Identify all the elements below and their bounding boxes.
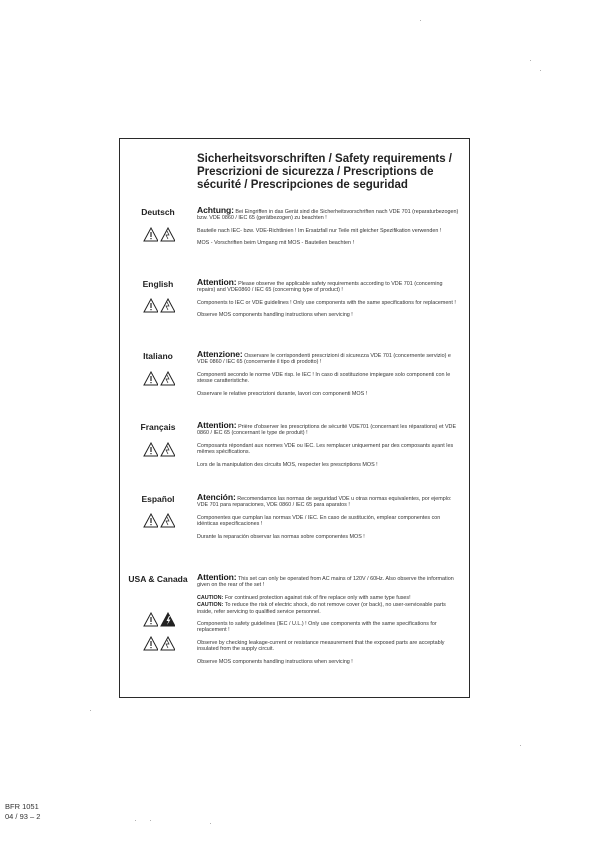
icon-group-italiano <box>143 371 175 386</box>
doc-number: BFR 1051 <box>5 802 39 811</box>
para-espanol-2: Componentes que cumplan las normas VDE / IEC. En caso de sustitución, emplear componentes con idénticas especificaciones ! <box>197 514 441 528</box>
para-francais-3: Lors de la manipulation des circuits MOS, respecter les prescriptions MOS ! <box>197 461 378 468</box>
caution-text-1: For continued protection against risk of fire replace only with same type fuses! <box>224 594 411 601</box>
lead-text-english: Please observe the applicable safety requirements according to VDE 701 (concerning repairs) and VDE0860 / IEC 65 (concerning type of product) ! <box>197 281 443 294</box>
doc-date: 04 / 93 – 2 <box>5 812 41 821</box>
mos-esd-warning-icon <box>160 298 175 313</box>
lang-label-espanol: Español <box>141 494 175 504</box>
warning-triangle-icon <box>143 636 158 651</box>
icon-group-deutsch <box>143 227 175 242</box>
para-espanol-3: Durante la reparación observar las normas sobre componentes MOS ! <box>197 533 365 540</box>
caution-label-1: CAUTION: <box>197 594 224 601</box>
lead-text-deutsch: Bei Eingriffen in das Gerät sind die Sicherheitsvorschriften nach VDE 701 (reparaturbezogen) bzw. VDE 0860 / IEC 65 (gerätbezogen) zu beachten ! <box>197 209 459 222</box>
warning-triangle-icon <box>143 612 158 627</box>
warning-triangle-icon <box>143 298 158 313</box>
mos-esd-warning-icon <box>160 227 175 242</box>
para-usa-4: Observe MOS components handling instructions when servicing ! <box>197 658 353 665</box>
lead-usa: Attention: <box>197 572 237 582</box>
scan-speck <box>90 710 91 711</box>
para-italiano-2: Componenti secondo le norme VDE risp. le IEC ! In caso di sostituzione impiegare solo componenti con le stesse caratteristiche. <box>197 371 451 385</box>
section-italiano <box>197 351 460 403</box>
para-english-3: Observe MOS components handling instructions when servicing ! <box>197 312 353 319</box>
lead-francais: Attention: <box>197 420 237 430</box>
lead-text-usa: This set can only be operated from AC mains of 120V / 60Hz. Also observe the information given on the rear of the set ! <box>197 576 454 589</box>
lead-deutsch: Achtung: <box>197 205 234 215</box>
mos-esd-warning-icon <box>160 371 175 386</box>
icon-group-usa-top <box>143 612 175 627</box>
lead-italiano: Attenzione: <box>197 349 243 359</box>
scan-speck <box>150 820 151 821</box>
scan-speck <box>540 70 541 71</box>
lang-label-italiano: Italiano <box>143 351 173 361</box>
page-title: Sicherheitsvorschriften / Safety requirements / Prescrizioni de sicurezza / Prescriptions de sécurité / Prescripciones de seguridad <box>197 153 453 191</box>
lang-label-usa-canada: USA & Canada <box>128 574 188 584</box>
scan-speck <box>520 745 521 746</box>
lead-english: Attention: <box>197 277 237 287</box>
icon-group-espanol <box>143 513 175 528</box>
section-deutsch <box>197 207 460 253</box>
lead-text-italiano: Osservare le corrispondenti prescrizioni di sicurezza VDE 701 (concernente servizio) e VDE 0860 / IEC 65 (concernente il tipo di prodotto) ! <box>197 353 451 366</box>
lead-text-espanol: Recomendamos las normas de seguridad VDE u otras normas equivalentes, por ejemplo: VDE 701 para reparaciones, VDE 0860 / IEC 65 para aparatos ! <box>197 496 452 509</box>
scan-speck <box>420 20 421 21</box>
para-italiano-3: Osservare le relative prescrizioni durante, lavori con componenti MOS ! <box>197 390 368 397</box>
electric-shock-warning-icon <box>160 612 175 627</box>
mos-esd-warning-icon <box>160 636 175 651</box>
para-usa-3: Observe by checking leakage-current or resistance measurement that the exposed parts are acceptably insulated from the supply circuit. <box>197 639 445 653</box>
mos-esd-warning-icon <box>160 513 175 528</box>
para-deutsch-2: Bauteile nach IEC- bzw. VDE-Richtlinien ! Im Ersatzfall nur Teile mit gleicher Spezifikation verwenden ! <box>197 227 442 234</box>
icon-group-english <box>143 298 175 313</box>
lead-text-francais: Prière d'observer les prescriptions de sécurité VDE701 (concernant les réparations) et VDE 0860 / IEC 65 (concernant le type de produit) ! <box>197 424 457 437</box>
warning-triangle-icon <box>143 513 158 528</box>
scan-speck <box>135 820 136 821</box>
lang-label-deutsch: Deutsch <box>141 207 175 217</box>
para-usa-2: Components to safety guidelines (IEC / U.L.) ! Only use components with the same specifications for replacement ! <box>197 621 437 634</box>
warning-triangle-icon <box>143 227 158 242</box>
icon-group-usa-bottom <box>143 636 175 651</box>
section-usa-canada <box>197 574 460 671</box>
scan-speck <box>530 60 531 61</box>
section-francais <box>197 422 460 474</box>
section-english <box>197 279 460 325</box>
scan-speck <box>210 823 211 824</box>
lang-label-english: English <box>142 279 174 289</box>
icon-group-francais <box>143 442 175 457</box>
caution-text-2: To reduce the risk of electric shock, do not remove cover (or back), no user-serviceable parts inside, refer servicing to qualified service personnel. <box>197 602 446 615</box>
para-francais-2: Composants répondant aux normes VDE ou IEC. Les remplacer uniquement par des composants ayant les mêmes spécifications. <box>197 442 454 456</box>
warning-triangle-icon <box>143 442 158 457</box>
lead-espanol: Atención: <box>197 492 236 502</box>
lang-label-francais: Français <box>140 422 176 432</box>
para-deutsch-3: MOS - Vorschriften beim Umgang mit MOS - Bauteilen beachten ! <box>197 240 354 247</box>
caution-label-2: CAUTION: <box>197 602 224 609</box>
section-espanol <box>197 494 460 546</box>
warning-triangle-icon <box>143 371 158 386</box>
mos-esd-warning-icon <box>160 442 175 457</box>
para-english-2: Components to IEC or VDE guidelines ! Only use components with the same specifications for replacement ! <box>197 299 456 306</box>
